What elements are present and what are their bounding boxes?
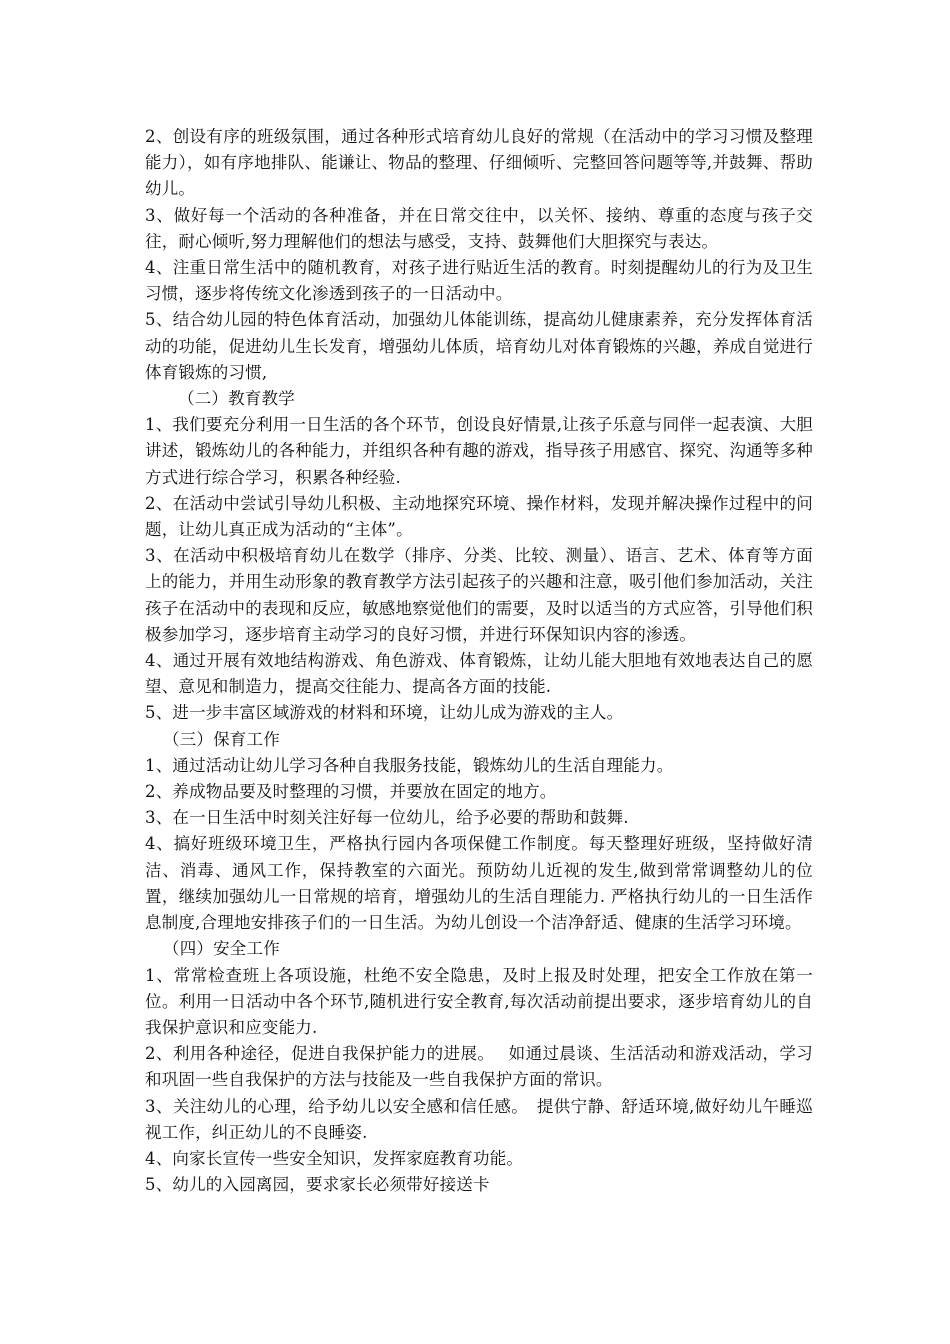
paragraph-s2-2: 2、在活动中尝试引导幼儿积极、主动地探究环境、操作材料，发现并解决操作过程中的问题，让幼儿真正成为活动的“主体”。 [145,493,813,540]
paragraph-s3-2: 2、养成物品要及时整理的习惯，并要放在固定的地方。 [145,782,557,802]
paragraph-s2-5: 5、进一步丰富区域游戏的材料和环境，让幼儿成为游戏的主人。 [145,703,624,723]
paragraph-s1-4: 4、注重日常生活中的随机教育，对孩子进行贴近生活的教育。时刻提醒幼儿的行为及卫生习惯，逐步将传统文化渗透到孩子的一日活动中。 [145,258,813,304]
paragraph-s2-4: 4、通过开展有效地结构游戏、角色游戏、体育锻炼，让幼儿能大胆地有效地表达自己的愿望、意见和制造力，提高交往能力、提高各方面的技能. [145,651,813,697]
section-heading-education: （二）教育教学 [178,389,295,409]
paragraph-s3-3: 3、在一日生活中时刻关注好每一位幼儿，给予必要的帮助和鼓舞. [145,808,629,828]
paragraph-s1-5: 5、结合幼儿园的特色体育活动，加强幼儿体能训练，提高幼儿健康素养，充分发挥体育活动的功能，促进幼儿生长发育，增强幼儿体质，培育幼儿对体育锻炼的兴趣，养成自觉进行体育锻炼的习惯, [145,310,813,382]
paragraph-s4-1: 1、常常检查班上各项设施，杜绝不安全隐患，及时上报及时处理，把安全工作放在第一位。利用一日活动中各个环节,随机进行安全教育,每次活动前提出要求，逐步培育幼儿的自我保护意识和应变能力. [145,965,813,1037]
paragraph-s4-5: 5、幼儿的入园离园，要求家长必须带好接送卡 [145,1175,490,1195]
paragraph-s3-1: 1、通过活动让幼儿学习各种自我服务技能，锻炼幼儿的生活自理能力。 [145,755,674,775]
paragraph-s4-2: 2、利用各种途径，促进自我保护能力的进展。 如通过晨谈、生活活动和游戏活动，学习和巩固一些自我保护的方法与技能及一些自我保护方面的常识。 [145,1044,813,1090]
paragraph-s3-4: 4、搞好班级环境卫生，严格执行园内各项保健工作制度。每天整理好班级，坚持做好清洁、消毒、通风工作，保持教室的六面光。预防幼儿近视的发生,做到常常调整幼儿的位置，继续加强幼儿一日常规的培育，增强幼儿的生活自理能力. 严格执行幼儿的一日生活作息制度,合理地安排孩子们的一日生活。为幼儿创设一个洁净舒适、健康的生活学习环境。 [145,834,813,933]
paragraph-s2-3: 3、在活动中积极培育幼儿在数学（排序、分类、比较、测量）、语言、艺术、体育等方面上的能力，并用生动形象的教育教学方法引起孩子的兴趣和注意，吸引他们参加活动，关注孩子在活动中的表现和反应，敏感地察觉他们的需要，及时以适当的方式应答，引导他们积极参加学习，逐步培育主动学习的良好习惯，并进行环保知识内容的渗透。 [145,546,813,644]
paragraph-s1-3: 3、做好每一个活动的各种准备，并在日常交往中，以关怀、接纳、尊重的态度与孩子交往，耐心倾听,努力理解他们的想法与感受，支持、鼓舞他们大胆探究与表达。 [145,205,813,251]
section-heading-care: （三）保育工作 [163,729,280,749]
paragraph-s2-1: 1、我们要充分利用一日生活的各个环节，创设良好情景,让孩子乐意与同伴一起表演、大胆讲述，锻炼幼儿的各种能力，并组织各种有趣的游戏，指导孩子用感官、探究、沟通等多种方式进行综合学习，积累各种经验. [145,415,813,487]
paragraph-s1-2: 2、创设有序的班级氛围，通过各种形式培育幼儿良好的常规（在活动中的学习习惯及整理能力），如有序地排队、能谦让、物品的整理、仔细倾听、完整回答问题等等,并鼓舞、帮助幼儿。 [145,127,813,199]
paragraph-s4-4: 4、向家长宣传一些安全知识，发挥家庭教育功能。 [145,1148,524,1168]
paragraph-s4-3: 3、关注幼儿的心理，给予幼儿以安全感和信任感。 提供宁静、舒适环境,做好幼儿午睡巡视工作，纠正幼儿的不良睡姿. [145,1096,813,1142]
section-heading-safety: （四）安全工作 [163,939,280,959]
document-page [145,124,813,1198]
